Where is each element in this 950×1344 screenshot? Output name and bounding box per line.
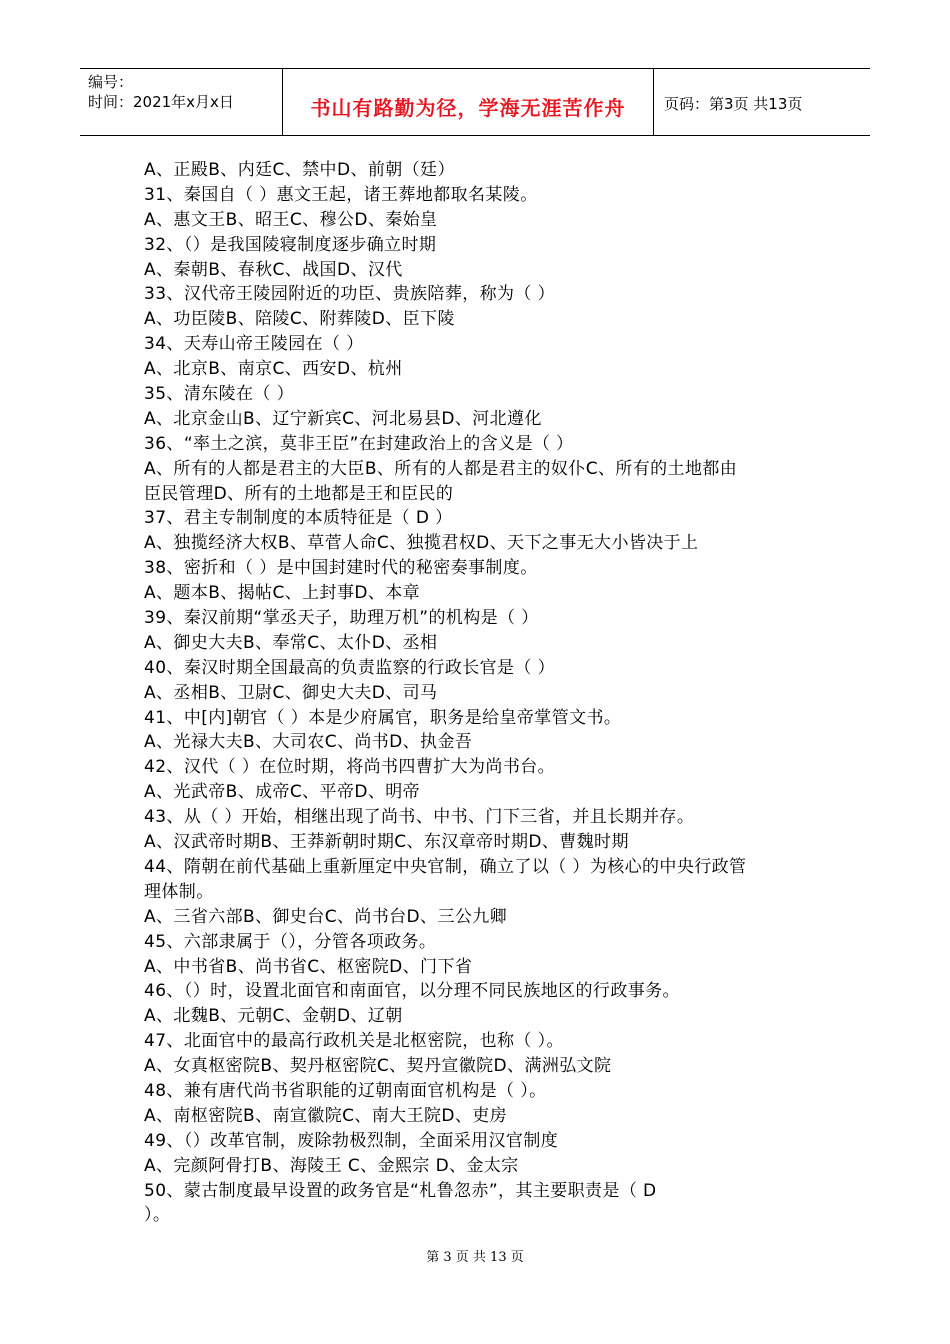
header-right-cell xyxy=(654,69,870,135)
text-line: A、北魏B、元朝C、金朝D、辽朝 xyxy=(144,1006,403,1027)
text-line: 49、（）改革官制，废除勃极烈制，全面采用汉官制度 xyxy=(144,1130,559,1151)
text-line: 46、（）时，设置北面官和南面官，以分理不同民族地区的行政事务。 xyxy=(144,981,680,1002)
text-line: A、御史大夫B、奉常C、太仆D、丞相 xyxy=(144,632,438,653)
text-line: 34、天寿山帝王陵园在（ ） xyxy=(144,334,364,355)
text-line: A、秦朝B、春秋C、战国D、汉代 xyxy=(144,259,403,280)
text-line: A、正殿B、内廷C、禁中D、前朝（廷） xyxy=(144,160,455,180)
text-line: A、北京金山B、辽宁新宾C、河北易县D、河北遵化 xyxy=(144,408,542,429)
text-line: 43、从（ ）开始，相继出现了尚书、中书、门下三省，并且长期并存。 xyxy=(144,807,695,828)
text-line: 37、君主专制制度的本质特征是（ D ） xyxy=(144,508,453,529)
text-line: A、完颜阿骨打B、海陵王 C、金熙宗 D、金太宗 xyxy=(144,1155,519,1176)
text-line: 38、密折和（ ）是中国封建时代的秘密奏事制度。 xyxy=(144,558,538,579)
text-line: 44、隋朝在前代基础上重新厘定中央官制，确立了以（ ）为核心的中央行政管 xyxy=(144,856,747,877)
text-line: A、中书省B、尚书省C、枢密院D、门下省 xyxy=(144,956,473,977)
text-line: A、北京B、南京C、西安D、杭州 xyxy=(144,359,403,380)
document-number-label: 编号： xyxy=(88,73,134,91)
header-motto: 书山有路勤为径，学海无涯苦作舟 xyxy=(310,96,626,120)
text-line: 理体制。 xyxy=(144,881,214,902)
text-line: 臣民管理D、所有的土地都是王和臣民的 xyxy=(144,483,454,504)
page-footer: 第 3 页 共 13 页 xyxy=(426,1250,524,1265)
question-list xyxy=(144,158,820,1228)
page-number-label: 页码：第3页 共13页 xyxy=(664,95,803,113)
text-line: A、女真枢密院B、契丹枢密院C、契丹宣徽院D、满洲弘文院 xyxy=(144,1056,612,1077)
text-line: 42、汉代（ ）在位时期，将尚书四曹扩大为尚书台。 xyxy=(144,757,556,778)
text-line: 33、汉代帝王陵园附近的功臣、贵族陪葬，称为（ ） xyxy=(144,284,556,305)
document-date-label: 时间：2021年x月x日 xyxy=(88,93,234,111)
text-line: 47、北面官中的最高行政机关是北枢密院，也称（ ）。 xyxy=(144,1031,564,1052)
text-line: A、三省六部B、御史台C、尚书台D、三公九卿 xyxy=(144,906,508,927)
text-line: A、功臣陵B、陪陵C、附葬陵D、臣下陵 xyxy=(144,309,455,330)
text-line: 32、（）是我国陵寝制度逐步确立时期 xyxy=(144,234,437,255)
text-line: A、丞相B、卫尉C、御史大夫D、司马 xyxy=(144,682,438,703)
text-line: A、独揽经济大权B、草菅人命C、独揽君权D、天下之事无大小皆决于上 xyxy=(144,533,699,554)
header-motto-cell xyxy=(282,69,654,135)
text-line: 36、“率土之滨，莫非王臣”在封建政治上的含义是（ ） xyxy=(144,433,574,454)
text-line: 41、中[内]朝官（ ）本是少府属官，职务是给皇帝掌管文书。 xyxy=(144,707,622,728)
text-line: 50、蒙古制度最早设置的政务官是“札鲁忽赤”，其主要职责是（ D xyxy=(144,1180,657,1201)
text-line: A、南枢密院B、南宣徽院C、南大王院D、吏房 xyxy=(144,1105,508,1126)
text-line: A、惠文王B、昭王C、穆公D、秦始皇 xyxy=(144,209,438,230)
text-line: 45、六部隶属于（），分管各项政务。 xyxy=(144,931,437,952)
text-line: 35、清东陵在（ ） xyxy=(144,384,295,405)
text-line: 39、秦汉前期“掌丞天子，助理万机”的机构是（ ） xyxy=(144,608,539,629)
text-line: A、汉武帝时期B、王莽新朝时期C、东汉章帝时期D、曹魏时期 xyxy=(144,832,629,853)
text-line: 40、秦汉时期全国最高的负责监察的行政长官是（ ） xyxy=(144,657,556,678)
header-left-cell xyxy=(80,69,282,135)
text-line: ）。 xyxy=(144,1205,171,1226)
page-header xyxy=(80,68,870,136)
text-line: A、题本B、揭帖C、上封事D、本章 xyxy=(144,583,421,604)
text-line: A、所有的人都是君主的大臣B、所有的人都是君主的奴仆C、所有的土地都由 xyxy=(144,458,738,479)
text-line: 48、兼有唐代尚书省职能的辽朝南面官机构是（ ）。 xyxy=(144,1080,547,1101)
text-line: 31、秦国自（ ）惠文王起，诸王葬地都取名某陵。 xyxy=(144,184,538,205)
text-line: A、光禄大夫B、大司农C、尚书D、执金吾 xyxy=(144,732,473,753)
text-line: A、光武帝B、成帝C、平帝D、明帝 xyxy=(144,782,421,803)
